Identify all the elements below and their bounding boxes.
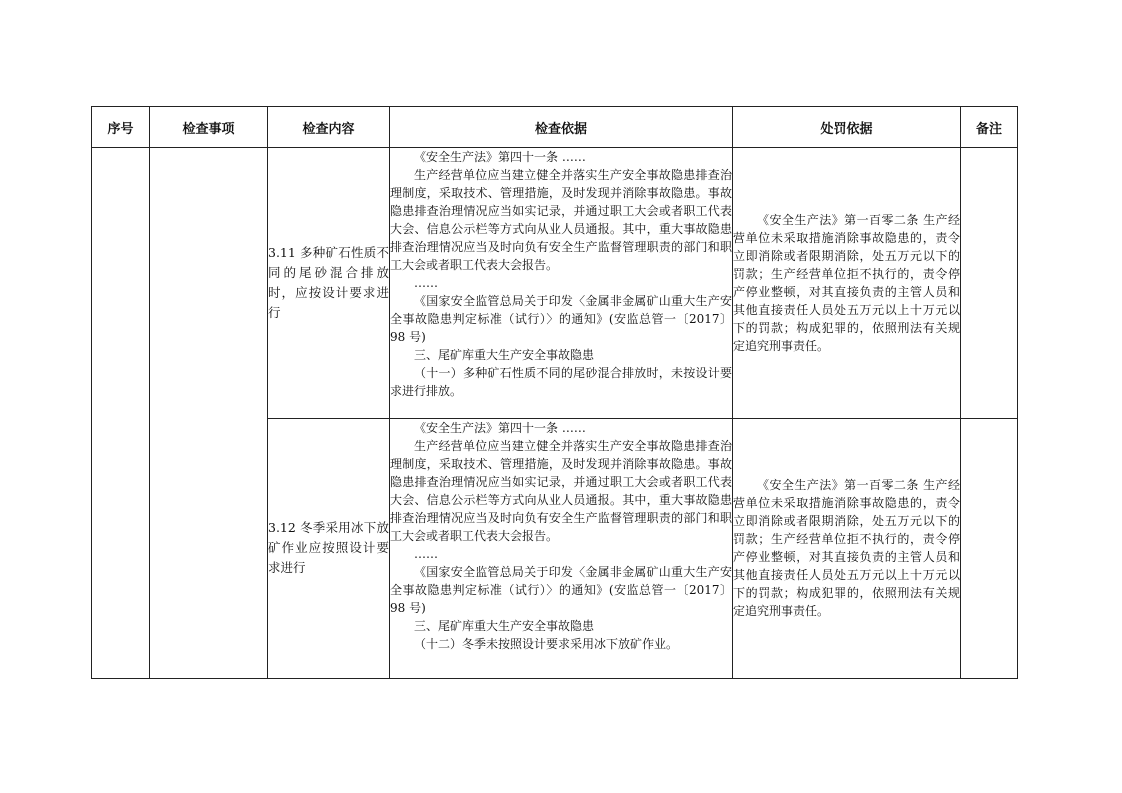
basis-law-text: 生产经营单位应当建立健全并落实生产安全事故隐患排查治理制度，采取技术、管理措施，及时发现并消除事故隐患。事故隐患排查治理情况应当如实记录，并通过职工大会或者职工代表大会、信息公示栏等方式向从业人员通报。其中，重大事故隐患排查治理情况应当及时向负有安全生产监督管理职责的部门和职工大会或者职工代表大会报告。	[390, 168, 732, 272]
basis-clause: （十一）多种矿石性质不同的尾砂混合排放时，未按设计要求进行排放。	[390, 366, 732, 398]
content-cell	[268, 148, 390, 419]
basis-clause: （十二）冬季未按照设计要求采用冰下放矿作业。	[414, 636, 679, 651]
header-row	[92, 107, 1018, 148]
basis-ellipsis: ……	[414, 546, 438, 561]
basis-cell	[390, 418, 733, 678]
basis-law-title: 《安全生产法》第四十一条 ……	[414, 420, 586, 435]
seq-cell	[92, 148, 150, 679]
penalty-text: 《安全生产法》第一百零二条 生产经营单位未采取措施消除事故隐患的，责令立即消除或者限期消除，处五万元以下的罚款；生产经营单位拒不执行的，责令停产停业整顿，对其直接负责的主管人员和其他直接责任人员处五万元以上十万元以下的罚款；构成犯罪的，依照刑法有关规定追究刑事责任。	[733, 478, 960, 619]
content-cell	[268, 418, 390, 678]
table-row	[92, 148, 1018, 419]
basis-notice-title: 《国家安全监管总局关于印发〈金属非金属矿山重大生产安全事故隐患判定标准（试行）〉的通知》(安监总管一〔2017〕98 号)	[390, 564, 732, 615]
basis-ellipsis: ……	[414, 276, 438, 290]
basis-notice-title: 《国家安全监管总局关于印发〈金属非金属矿山重大生产安全事故隐患判定标准（试行）〉的通知》(安监总管一〔2017〕98 号)	[390, 294, 732, 344]
inspection-table	[91, 106, 1018, 679]
penalty-cell	[733, 148, 961, 419]
content-text: 3.11 多种矿石性质不同的尾砂混合排放时，应按设计要求进行	[268, 244, 389, 320]
basis-cell	[390, 148, 733, 419]
remark-cell	[961, 148, 1018, 419]
basis-section: 三、尾矿库重大生产安全事故隐患	[414, 348, 595, 362]
basis-section: 三、尾矿库重大生产安全事故隐患	[414, 618, 595, 633]
basis-law-title: 《安全生产法》第四十一条 ……	[414, 150, 586, 164]
header-basis: 检查依据	[390, 107, 733, 148]
remark-cell	[961, 418, 1018, 678]
header-penalty: 处罚依据	[733, 107, 961, 148]
header-content: 检查内容	[268, 107, 390, 148]
header-remark: 备注	[961, 107, 1018, 148]
basis-law-text: 生产经营单位应当建立健全并落实生产安全事故隐患排查治理制度，采取技术、管理措施，及时发现并消除事故隐患。事故隐患排查治理情况应当如实记录，并通过职工大会或者职工代表大会、信息公示栏等方式向从业人员通报。其中，重大事故隐患排查治理情况应当及时向负有安全生产监督管理职责的部门和职工大会或者职工代表大会报告。	[390, 438, 732, 543]
header-seq: 序号	[92, 107, 150, 148]
item-cell	[150, 148, 268, 679]
penalty-cell	[733, 418, 961, 678]
content-text: 3.12 冬季采用冰下放矿作业应按照设计要求进行	[268, 520, 389, 576]
penalty-text: 《安全生产法》第一百零二条 生产经营单位未采取措施消除事故隐患的，责令立即消除或者限期消除，处五万元以下的罚款；生产经营单位拒不执行的，责令停产停业整顿，对其直接负责的主管人员和其他直接责任人员处五万元以上十万元以下的罚款；构成犯罪的，依照刑法有关规定追究刑事责任。	[733, 212, 960, 353]
header-item: 检查事项	[150, 107, 268, 148]
